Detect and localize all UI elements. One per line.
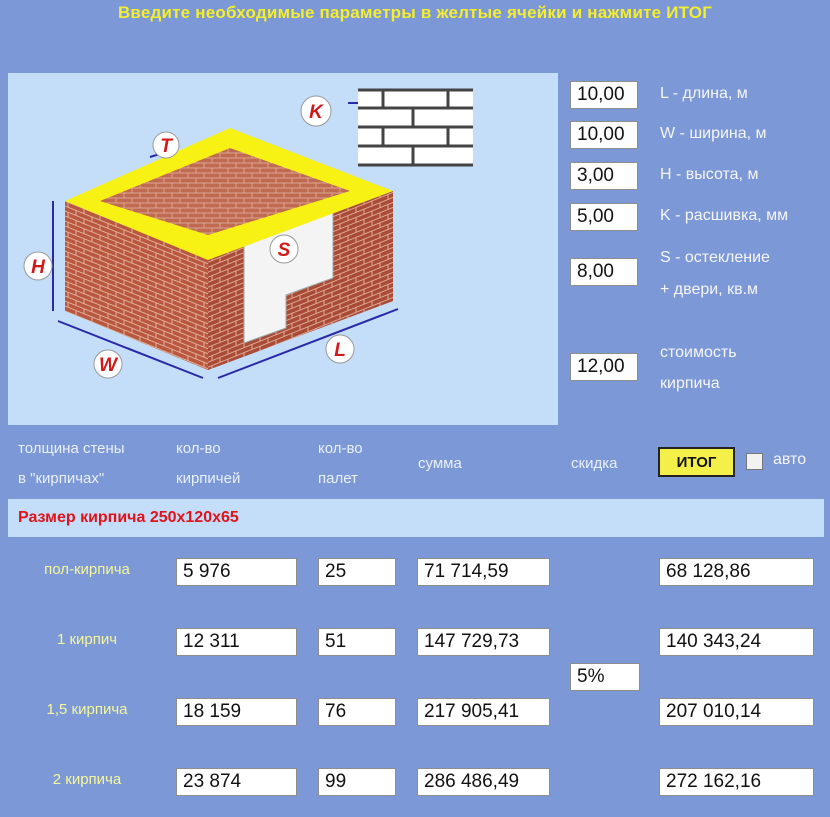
row-label: пол-кирпича xyxy=(44,561,130,578)
page-title: Введите необходимые параметры в желтые ячейки и нажмите ИТОГ xyxy=(117,3,713,22)
bricks-value[interactable]: 18 159 xyxy=(176,698,297,726)
length-input[interactable]: 10,00 xyxy=(570,81,638,109)
height-input[interactable]: 3,00 xyxy=(570,162,638,190)
pallets-value[interactable]: 99 xyxy=(318,768,396,796)
label-t: T xyxy=(160,136,172,157)
joint-input[interactable]: 5,00 xyxy=(570,203,638,231)
bricks-value[interactable]: 23 874 xyxy=(176,768,297,796)
brick-texture-sample xyxy=(358,90,473,165)
sum-value[interactable]: 71 714,59 xyxy=(417,558,550,586)
discount-input[interactable]: 5% xyxy=(570,663,640,691)
brick-size-label: Размер кирпича 250x120x65 xyxy=(18,509,239,526)
joint-label: K - расшивка, мм xyxy=(660,207,789,224)
pallets-value[interactable]: 76 xyxy=(318,698,396,726)
row-label: 2 кирпича xyxy=(52,771,122,788)
brick-price-label-2: кирпича xyxy=(660,375,720,392)
col-discount: скидка xyxy=(571,455,618,472)
width-input[interactable]: 10,00 xyxy=(570,121,638,149)
label-w: W xyxy=(99,355,117,376)
col-thickness-2: в "кирпичах" xyxy=(18,470,105,487)
bricks-value[interactable]: 5 976 xyxy=(176,558,297,586)
width-label: W - ширина, м xyxy=(660,125,767,142)
total-value[interactable]: 207 010,14 xyxy=(659,698,814,726)
auto-checkbox[interactable] xyxy=(746,453,763,470)
glazing-label-2: + двери, кв.м xyxy=(660,281,759,298)
pallets-value[interactable]: 51 xyxy=(318,628,396,656)
glazing-input[interactable]: 8,00 xyxy=(570,258,638,286)
glazing-label-1: S - остекление xyxy=(660,249,770,266)
sum-value[interactable]: 286 486,49 xyxy=(417,768,550,796)
brick-price-input[interactable]: 12,00 xyxy=(570,353,638,381)
sum-value[interactable]: 217 905,41 xyxy=(417,698,550,726)
bricks-value[interactable]: 12 311 xyxy=(176,628,297,656)
length-label: L - длина, м xyxy=(660,85,748,102)
col-pallets-1: кол-во xyxy=(318,440,363,457)
itog-button[interactable]: ИТОГ xyxy=(658,447,735,477)
brick-building-illustration xyxy=(8,73,558,425)
label-h: H xyxy=(31,257,45,278)
row-label: 1,5 кирпича xyxy=(46,701,128,718)
col-sum: сумма xyxy=(418,455,462,472)
label-l: L xyxy=(334,340,346,361)
height-label: H - высота, м xyxy=(660,166,759,183)
auto-label: авто xyxy=(773,451,807,468)
pallets-value[interactable]: 25 xyxy=(318,558,396,586)
row-label: 1 кирпич xyxy=(56,631,118,648)
brick-price-label-1: стоимость xyxy=(660,344,737,361)
total-value[interactable]: 140 343,24 xyxy=(659,628,814,656)
col-thickness-1: толщина стены xyxy=(18,440,125,457)
col-bricks-1: кол-во xyxy=(176,440,221,457)
col-bricks-2: кирпичей xyxy=(176,470,241,487)
total-value[interactable]: 272 162,16 xyxy=(659,768,814,796)
label-k: K xyxy=(309,102,323,123)
label-s: S xyxy=(277,240,291,261)
total-value[interactable]: 68 128,86 xyxy=(659,558,814,586)
building-diagram xyxy=(8,73,558,425)
col-pallets-2: палет xyxy=(318,470,358,487)
sum-value[interactable]: 147 729,73 xyxy=(417,628,550,656)
